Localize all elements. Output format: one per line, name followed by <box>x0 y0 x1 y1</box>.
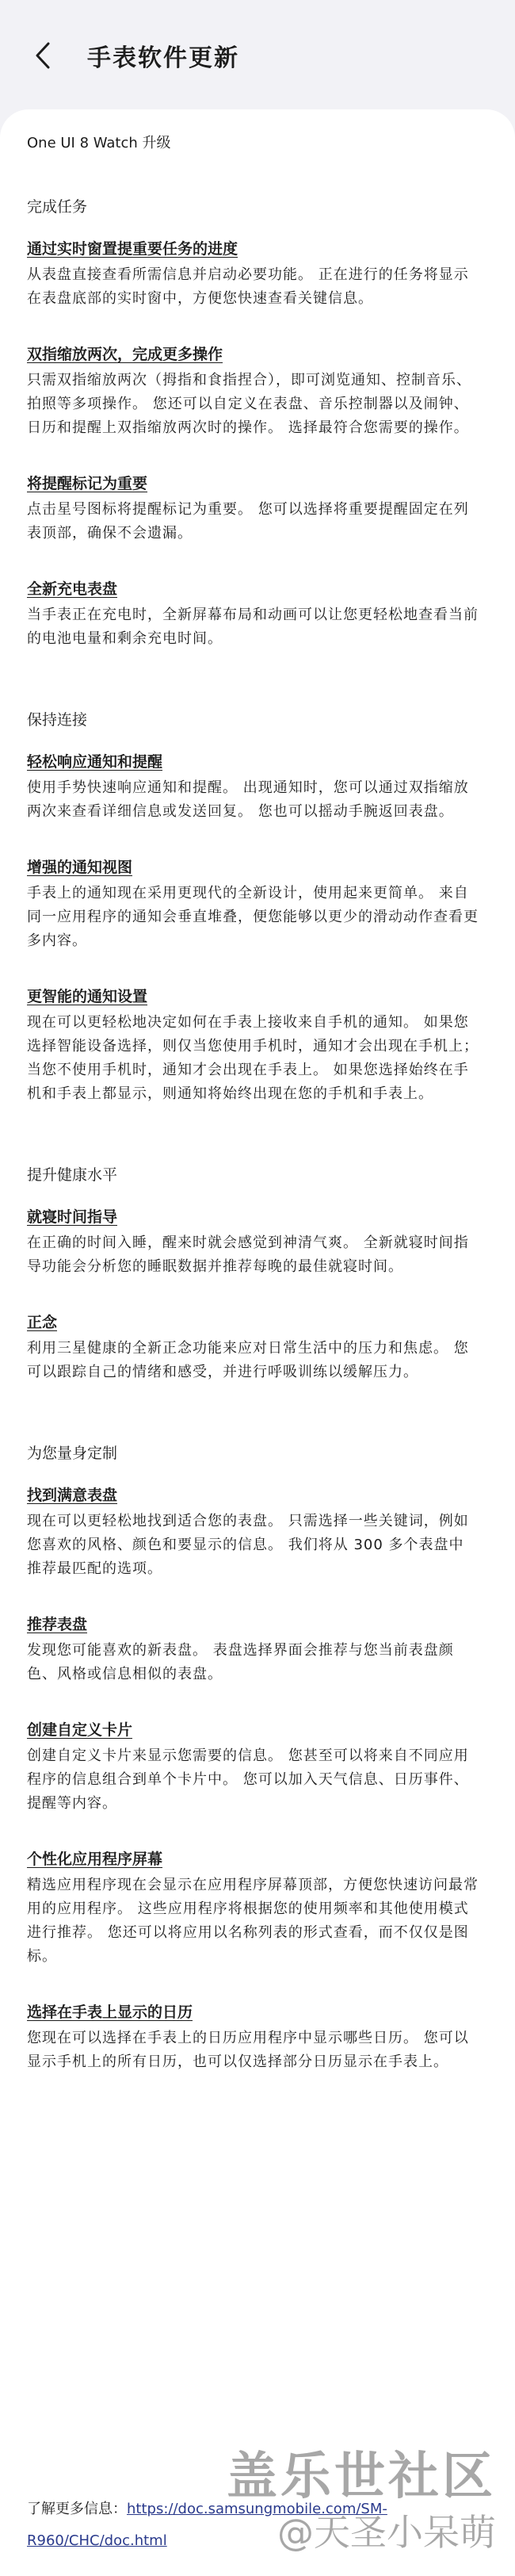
feature-description: 利用三星健康的全新正念功能来应对日常生活中的压力和焦虑。 您可以跟踪自己的情绪和感受，并进行呼吸训练以缓解压力。 <box>27 1340 469 1380</box>
feature-description: 现在可以更轻松地决定如何在手表上接收来自手机的通知。 如果您选择智能设备选择，则仅当您使用手机时，通知才会出现在手机上；当您不使用手机时，通知才会出现在手表上。 如果您选择始终在手机和手表上都显示，则通知将始终出现在您的手机和手表上。 <box>27 1014 479 1102</box>
feature-title: 通过实时窗置提重要任务的进度 <box>27 240 238 258</box>
feature-description: 点击星号图标将提醒标记为重要。 您可以选择将重要提醒固定在列表顶部，确保不会遗漏。 <box>27 501 469 542</box>
feature-title: 个性化应用程序屏幕 <box>27 1851 163 1868</box>
feature-title: 选择在手表上显示的日历 <box>27 2004 193 2021</box>
feature-item <box>27 343 479 440</box>
feature-description: 只需双指缩放两次（拇指和食指捏合），即可浏览通知、控制音乐、拍照等多项操作。 您还可以自定义在表盘、音乐控制器以及闹钟、日历和提醒上双指缩放两次时的操作。 选择最符合您需要的操作。 <box>27 372 471 436</box>
section-personalized <box>27 1441 479 2074</box>
feature-title: 创建自定义卡片 <box>27 1721 133 1739</box>
watermark-author: @天圣小呆萌 <box>277 2511 496 2554</box>
feature-item <box>27 1847 479 1969</box>
watermark <box>227 2436 496 2556</box>
feature-item <box>27 237 479 311</box>
feature-title: 将提醒标记为重要 <box>27 475 148 492</box>
feature-item <box>27 855 479 953</box>
more-info-label: 了解更多信息： <box>27 2501 127 2517</box>
section-health <box>27 1163 479 1384</box>
feature-title: 全新充电表盘 <box>27 580 118 598</box>
feature-item <box>27 1311 479 1384</box>
feature-title: 轻松响应通知和提醒 <box>27 753 163 771</box>
feature-title: 就寝时间指导 <box>27 1208 118 1226</box>
feature-item <box>27 750 479 824</box>
section-heading: 完成任务 <box>27 198 88 216</box>
feature-title: 更智能的通知设置 <box>27 988 148 1005</box>
feature-title: 找到满意表盘 <box>27 1487 118 1504</box>
feature-description: 从表盘直接查看所需信息并启动必要功能。 正在进行的任务将显示在表盘底部的实时窗中，方便您快速查看关键信息。 <box>27 266 469 307</box>
feature-description: 手表上的通知现在采用更现代的全新设计，使用起来更简单。 来自同一应用程序的通知会垂直堆叠，便您能够以更少的滑动动作查看更多内容。 <box>27 885 479 949</box>
feature-item <box>27 1613 479 1686</box>
feature-description: 创建自定义卡片来显示您需要的信息。 您甚至可以将来自不同应用程序的信息组合到单个卡片中。 您可以加入天气信息、日历事件、提醒等内容。 <box>27 1747 469 1812</box>
feature-item <box>27 1483 479 1581</box>
feature-item <box>27 1205 479 1279</box>
section-heading: 提升健康水平 <box>27 1166 118 1184</box>
feature-description: 发现您可能喜欢的新表盘。 表盘选择界面会推荐与您当前表盘颜色、风格或信息相似的表盘。 <box>27 1642 454 1682</box>
feature-item <box>27 2000 479 2074</box>
feature-description: 在正确的时间入睡，醒来时就会感觉到神清气爽。 全新就寝时间指导功能会分析您的睡眠数据并推荐每晚的最佳就寝时间。 <box>27 1234 469 1275</box>
feature-item <box>27 985 479 1106</box>
page-title: 手表软件更新 <box>87 44 239 72</box>
section-connected <box>27 708 479 1106</box>
feature-description: 当手表正在充电时，全新屏幕布局和动画可以让您更轻松地查看当前的电池电量和剩余充电时间。 <box>27 607 479 647</box>
section-heading: 保持连接 <box>27 711 88 729</box>
section-tasks <box>27 195 479 651</box>
app-header <box>0 0 515 111</box>
update-notes-card <box>0 109 515 2576</box>
feature-title: 增强的通知视图 <box>27 859 133 876</box>
feature-description: 使用手势快速响应通知和提醒。 出现通知时，您可以通过双指缩放两次来查看详细信息或发送回复。 您也可以摇动手腕返回表盘。 <box>27 779 469 820</box>
section-heading: 为您量身定制 <box>27 1445 118 1462</box>
feature-item <box>27 1718 479 1816</box>
back-arrow-icon[interactable] <box>35 40 60 71</box>
feature-item <box>27 472 479 545</box>
feature-title: 推荐表盘 <box>27 1616 88 1633</box>
update-version: One UI 8 Watch 升级 <box>27 135 171 151</box>
feature-description: 您现在可以选择在手表上的日历应用程序中显示哪些日历。 您可以显示手机上的所有日历，也可以仅选择部分日历显示在手表上。 <box>27 2030 469 2070</box>
feature-description: 精选应用程序现在会显示在应用程序屏幕顶部，方便您快速访问最常用的应用程序。 这些应用程序将根据您的使用频率和其他使用模式进行推荐。 您还可以将应用以名称列表的形式查看，而不仅仅是图标。 <box>27 1877 479 1965</box>
more-info-link[interactable]: https://doc.samsungmobile.com/SM-R960/CHC/doc.html <box>27 2501 387 2549</box>
watermark-community: 盖乐世社区 <box>227 2448 496 2506</box>
feature-description: 现在可以更轻松地找到适合您的表盘。 只需选择一些关键词，例如您喜欢的风格、颜色和要显示的信息。 我们将从 300 多个表盘中推荐最匹配的选项。 <box>27 1513 469 1577</box>
feature-title: 双指缩放两次，完成更多操作 <box>27 346 223 363</box>
feature-item <box>27 577 479 651</box>
feature-title: 正念 <box>27 1314 58 1331</box>
